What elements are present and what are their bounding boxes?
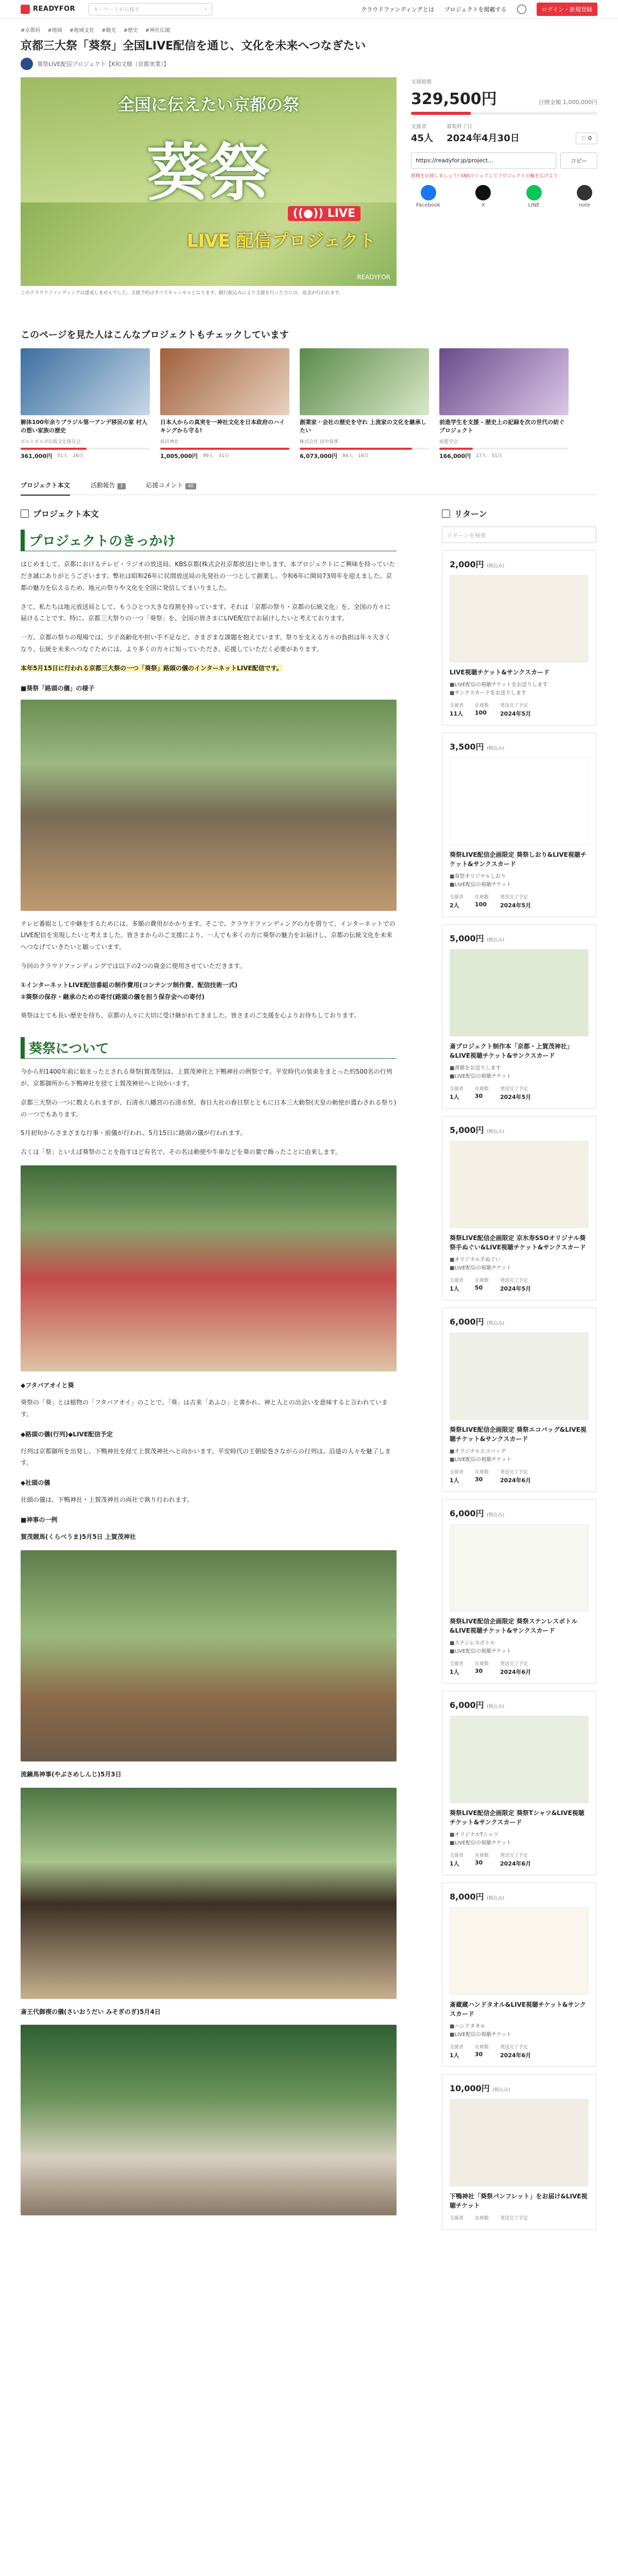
- return-image: [450, 1332, 589, 1420]
- funding-goal: 目標金額 1,000,000円: [538, 98, 597, 106]
- return-card[interactable]: [442, 1883, 596, 2067]
- facebook-icon: [421, 185, 436, 200]
- share-url-field[interactable]: https://readyfor.jp/project...: [411, 152, 556, 169]
- hero-image: 全国に伝えたい京都の祭 葵祭 ((●)) LIVE LIVE 配信プロジェクト READYFOR: [21, 77, 397, 286]
- return-price: 6,000円 (税込み): [450, 1317, 505, 1327]
- related-card[interactable]: 解体100年余りブラジル第一アンデ移民の家 村人の想い家族の歴史 ポルトガルゼ伝統文化保存会 361,000円 51人 26日: [21, 348, 150, 460]
- return-card[interactable]: [442, 1116, 596, 1300]
- tag-list: [21, 26, 597, 33]
- return-image: [450, 575, 589, 663]
- return-image: [450, 757, 589, 845]
- return-description: ■オリジナル手ぬぐい ■LIVE配信の視聴チケット: [450, 1257, 512, 1272]
- link-post-project[interactable]: プロジェクトを掲載する: [444, 6, 507, 13]
- avatar: [21, 58, 33, 70]
- tag[interactable]: #歴史: [123, 28, 138, 33]
- tag[interactable]: #地域: [47, 28, 62, 33]
- share-line-button[interactable]: LINE: [526, 185, 542, 208]
- search-icon[interactable]: ⌕: [204, 6, 208, 12]
- line-icon: [526, 185, 542, 200]
- return-price: 6,000円 (税込み): [450, 1700, 505, 1710]
- funding-amount: 329,500円: [411, 90, 497, 108]
- tag[interactable]: #京都府: [21, 28, 41, 33]
- project-body: プロジェクト本文 プロジェクトのきっかけ はじめまして。京都におけるテレビ・ラジオの放送局、KBS京都(株式会社京都放送)と申します。本プロジェクトにご興味を持っていただき誠にありがとうございます。弊社は昭和26年に民間放送局の先発社の一つとして創業し、令和6年に開局73周年を迎えました。京都の魅力を伝えるため、地元の祭りや文化を全国に発信してまいりました。 さて、私たちは地元放送局として、もうひとつ大きな役割を持っています。それは「京都の祭り・京都の伝統文化」を、全国の方々に届けることです。特に、京都三大祭りの一つ「葵祭」を、全国の皆さまにLIVE配信でお届けしたいと考えております。 一方、京都の祭りの現場では、少子高齢化や担い手不足など、さまざまな課題を抱えています。祭りを支える方々の負担は年々大きくなり、伝統を未来へつなぐためには、より多くの方々に知っていただき、応援していただく必要があります。 本年5月15日に行われる京都三大祭の一つ「葵祭」路頭の儀のインターネットLIVE配信です。 ■葵祭「路頭の儀」の様子 テレビ番組として中継をするためには、多額の費用がかかります。そこで、クラウドファンディングの力を借りて、インターネットでのLIVE配信を実現したいと考えました。皆さまからのご支援により、一人でも多くの方に葵祭の魅力をお届けし、京都の伝統文化を未来へつなげていきたいと願っています。 今回のクラウドファンディングでは以下の2つの資金に使用させていただきます。 ①インターネットLIVE配信番組の制作費用(コンテンツ制作費、配信技術一式) ②葵祭の保存・継承のための寄付(路頭の儀を担う保存会への寄付) 葵祭はとても長い歴史を持ち、京都の人々に大切に受け継がれてきました。皆さまのご支援を心よりお待ちしております。 葵祭について 今から約1400年前に始まったとされる葵祭(賀茂祭)は、上賀茂神社と下鴨神社の例祭です。平安時代の装束をまとった約500名の行列が、京都御所から下鴨神社を経て上賀茂神社へと向かいます。 京都三大祭の一つに数えられますが、石清水八幡宮の石清水祭、春日大社の春日祭とともに日本三大勅祭(天皇の勅使が遣わされる祭り)の一つでもあります。 5月初旬からさまざまな行事・前儀が行われ、5月15日に路頭の儀が行われます。 古くは「祭」といえば葵祭のことを指すほど有名で、その名は勅使や牛車などを葵の葉で飾ったことに由来します。 ◆フタバアオイと葵 葵祭の「葵」とは植物の「フタバアオイ」のことで、「葵」は古来「あふひ」と書かれ、神と人との出会いを意味すると言われています。 ◆路頭の儀(行列)◆LIVE配信予定 行列は京都御所を出発し、下鴨神社を経て上賀茂神社へと向かいます。平安時代の王朝絵巻さながらの行列は、沿道の人々を魅了します。 ◆社頭の儀 社頭の儀は、下鴨神社・上賀茂神社の両社で執り行われます。 ■神事の一例 賀茂競馬(くらべうま)5月5日 上賀茂神社 流鏑馬神事(やぶさめしんじ)5月3日 斎王代御禊の儀(さいおうだい みそぎのぎ)5月4日: [21, 507, 397, 2230]
- return-card[interactable]: [442, 1691, 596, 1875]
- share-note-button[interactable]: note: [577, 185, 592, 208]
- favorite-button[interactable]: ♡ 0: [576, 132, 597, 144]
- return-title: LIVE視聴チケット&サンクスカード: [450, 669, 550, 676]
- return-price: 3,500円 (税込み): [450, 742, 505, 752]
- return-image: [450, 1524, 589, 1612]
- return-card[interactable]: [442, 550, 596, 725]
- note-icon: [577, 185, 592, 200]
- return-card[interactable]: [442, 1308, 596, 1492]
- yabusame-photo: [21, 1788, 397, 1999]
- share-buttons: [411, 185, 597, 208]
- saiodai-photo: [21, 2025, 397, 2215]
- return-meta: 支援者 11人 在庫数 100 発送完了予定 2024年5月: [450, 703, 531, 718]
- return-price: 10,000円 (税込み): [450, 2083, 510, 2094]
- return-description: ■オリジナルTシャツ ■LIVE配信の視聴チケット: [450, 1832, 512, 1846]
- return-meta: 支援者 在庫数 発送完了予定: [450, 2216, 528, 2222]
- gift-icon: [442, 510, 450, 518]
- project-title: 京都三大祭「葵祭」全国LIVE配信を通じ、文化を未来へつなぎたい: [21, 40, 366, 53]
- document-icon: [21, 510, 29, 518]
- tab-activity[interactable]: 活動報告 3: [91, 481, 126, 489]
- return-title: 葵祭LIVE配信企画限定 葵祭エコバッグ&LIVE視聴チケット&サンクスカード: [450, 1426, 587, 1443]
- share-facebook-button[interactable]: Facebook: [416, 185, 440, 208]
- copy-button[interactable]: コピー: [560, 152, 597, 169]
- return-description: ■LIVE配信の視聴チケットをお送りします ■サンクスカードをお送りします: [450, 682, 548, 697]
- return-title: 葵祭LIVE配信企画限定 葵祭Tシャツ&LIVE視聴チケット&サンクスカード: [450, 1809, 585, 1826]
- logo-mark-icon: [21, 5, 30, 14]
- horse-race-photo: [21, 1550, 397, 1761]
- return-title: 斎蔵蔵ハンドタオル&LIVE視聴チケット&サンクスカード: [450, 2001, 586, 2018]
- section-heading: プロジェクトのきっかけ: [21, 530, 397, 551]
- tag[interactable]: #観光: [101, 28, 116, 33]
- return-meta: 支援者 2人 在庫数 100 発送完了予定 2024年5月: [450, 895, 531, 909]
- funding-panel: 支援総額 329,500円 目標金額 1,000,000円 支援者 45人 募集終了日 2024年4月30日 ♡ 0 https://readyfor.jp/project... コピー 挑戦を応援しましょう! SNSでシェアしてプロジェクトの輪を広げよう Facebook X LINE note: [411, 79, 597, 209]
- related-card[interactable]: 日本人からの真実を一神社文化を日本政府のハイキングから守る! 前田神社 1,005,000円 99人 31日: [160, 348, 289, 460]
- highlight-text: 本年5月15日に行われる京都三大祭の一つ「葵祭」路頭の儀のインターネットLIVE配信です。: [21, 664, 283, 672]
- tag[interactable]: #神社仏閣: [145, 28, 170, 33]
- return-title: 葵祭LIVE配信企画限定 葵祭ステンレスボトル&LIVE視聴チケット&サンクスカード: [450, 1618, 578, 1635]
- return-description: ■書籍をお送りします ■LIVE配信の視聴チケット: [450, 1065, 512, 1080]
- return-title: 葵祭LIVE配信企画限定 葵祭しおり&LIVE視聴チケット&サンクスカード: [450, 851, 587, 868]
- return-meta: 支援者 1人 在庫数 30 発送完了予定 2024年5月: [450, 1087, 531, 1101]
- return-image: [450, 949, 589, 1037]
- share-x-button[interactable]: X: [475, 185, 491, 208]
- return-meta: 支援者 1人 在庫数 30 発送完了予定 2024年6月: [450, 1662, 531, 1676]
- return-description: ■葵祭オリジナルしおり ■LIVE配信の視聴チケット: [450, 874, 512, 888]
- x-icon: [475, 185, 491, 200]
- return-card[interactable]: [442, 1499, 596, 1684]
- return-image: [450, 2099, 589, 2187]
- supporter-count: 45人: [411, 132, 434, 144]
- return-meta: 支援者 1人 在庫数 30 発送完了予定 2024年6月: [450, 2045, 531, 2059]
- returns-search-input[interactable]: リターンを検索: [442, 527, 596, 543]
- return-description: ■ハンドタオル ■LIVE配信の視聴チケット: [450, 2024, 512, 2038]
- return-price: 6,000円 (税込み): [450, 1509, 505, 1519]
- return-price: 8,000円 (税込み): [450, 1892, 505, 1902]
- search-input[interactable]: キーワードから探す ⌕: [89, 3, 212, 15]
- return-meta: 支援者 1人 在庫数 30 発送完了予定 2024年6月: [450, 1853, 531, 1868]
- related-card[interactable]: 創業家・会社の歴史を守れ 上流家の文化を継承したい 株式会社 田中商事 6,073,000円 84人 16日: [300, 348, 429, 460]
- content-tabs: [21, 481, 597, 495]
- hero-caption: このクラウドファンディングは達成しませんでした。支援予約はすべてキャンセルとなります。銀行振込みにより支援を行った方には、返金が行われます。: [21, 290, 344, 296]
- return-price: 5,000円 (税込み): [450, 934, 505, 944]
- return-card[interactable]: [442, 733, 596, 917]
- return-title: 下鴨神社「葵祭パンフレット」をお届け&LIVE視聴チケット: [450, 2193, 588, 2210]
- return-image: [450, 1141, 589, 1228]
- return-description: ■オリジナルエコバッグ ■LIVE配信の視聴チケット: [450, 1449, 512, 1463]
- procession-photo: [21, 700, 397, 911]
- site-header: [0, 0, 618, 19]
- return-title: 斎プロジェクト制作本「京都・上賀茂神社」&LIVE視聴チケット&サンクスカード: [450, 1043, 573, 1060]
- end-date: 2024年4月30日: [447, 132, 520, 144]
- tag[interactable]: #地域文化: [69, 28, 95, 33]
- project-owner[interactable]: 葵祭LIVE配信プロジェクト【K和文様（京都実業）】: [21, 58, 597, 70]
- tab-comments[interactable]: 応援コメント 40: [146, 481, 196, 489]
- return-card[interactable]: [442, 2074, 596, 2230]
- notification-icon[interactable]: [517, 5, 526, 14]
- related-card[interactable]: 前進学生を支援 - 歴史上の記録を次の世代の紡ぐプロジェクト 前進学会 166,000円 17人 51日: [439, 348, 569, 460]
- return-price: 2,000円 (税込み): [450, 560, 505, 570]
- link-about[interactable]: クラウドファンディングとは: [361, 6, 434, 13]
- tab-body[interactable]: プロジェクト本文: [21, 481, 70, 496]
- return-image: [450, 1716, 589, 1803]
- login-button[interactable]: ログイン・新規登録: [537, 3, 597, 16]
- related-projects: [21, 348, 597, 460]
- return-description: ■ステンレスボトル ■LIVE配信の視聴チケット: [450, 1640, 512, 1655]
- return-card[interactable]: [442, 924, 596, 1109]
- return-image: [450, 1907, 589, 1995]
- return-price: 5,000円 (税込み): [450, 1125, 505, 1136]
- progress-bar: [411, 112, 597, 115]
- return-meta: 支援者 1人 在庫数 30 発送完了予定 2024年6月: [450, 1470, 531, 1484]
- return-title: 葵祭LIVE配信企画限定 京氷寿SSOオリジナル葵祭手ぬぐい&LIVE視聴チケット&サンクスカード: [450, 1234, 586, 1251]
- festival-photo: [21, 1165, 397, 1371]
- related-heading: このページを見た人はこんなプロジェクトもチェックしています: [21, 330, 289, 341]
- section-heading: 葵祭について: [21, 1037, 397, 1059]
- returns-sidebar: リターン リターンを検索 2,000円 (税込み) LIVE視聴チケット&サンクスカード ■LIVE配信の視聴チケットをお送りします ■サンクスカードをお送りします 支援者 11人 在庫数 100 発送完了予定 2024年5月 3,500円 (税込み) 葵祭LIVE配信企画限定 葵祭しおり&LIVE視聴チケット&サンクスカード ■葵祭オリジナルしおり ■LIVE配信の視聴チケット 支援者 2人 在庫数 100 発送完了予定 2024年5月 5,000円 (税込み) 斎プロジェクト制作本「京都・上賀茂神社」&LIVE視聴チケット&サンクスカード ■書籍をお送りします ■LIVE配信の視聴チケット 支援者 1人 在庫数 30 発送完了予定 2024年5月 5,000円 (税込み) 葵祭LIVE配信企画限定 京氷寿SSOオリジナル葵祭手ぬぐい&LIVE視聴チケット&サンクスカード ■オリジナル手ぬぐい ■LIVE配信の視聴チケット 支援者 1人 在庫数 50 発送完了予定 2024年5月 6,000円 (税込み) 葵祭LIVE配信企画限定 葵祭エコバッグ&LIVE視聴チケット&サンクスカード ■オリジナルエコバッグ ■LIVE配信の視聴チケット 支援者 1人 在庫数 30 発送完了予定 2024年6月 6,000円 (税込み) 葵祭LIVE配信企画限定 葵祭ステンレスボトル&LIVE視聴チケット&サンクスカード ■ステンレスボトル ■LIVE配信の視聴チケット 支援者 1人 在庫数 30 発送完了予定 2024年6月 6,000円 (税込み) 葵祭LIVE配信企画限定 葵祭Tシャツ&LIVE視聴チケット&サンクスカード ■オリジナルTシャツ ■LIVE配信の視聴チケット 支援者 1人 在庫数 30 発送完了予定 2024年6月 8,000円 (税込み) 斎蔵蔵ハンドタオル&LIVE視聴チケット&サンクスカード ■ハンドタオル ■LIVE配信の視聴チケット 支援者 1人 在庫数 30 発送完了予定 2024年6月 10,000円 (税込み) 下鴨神社「葵祭パンフレット」をお届け&LIVE視聴チケット 支援者 在庫数 発送完了予定: [442, 507, 596, 2230]
- return-meta: 支援者 1人 在庫数 50 発送完了予定 2024年5月: [450, 1278, 531, 1293]
- readyfor-logo[interactable]: READYFOR: [21, 5, 75, 14]
